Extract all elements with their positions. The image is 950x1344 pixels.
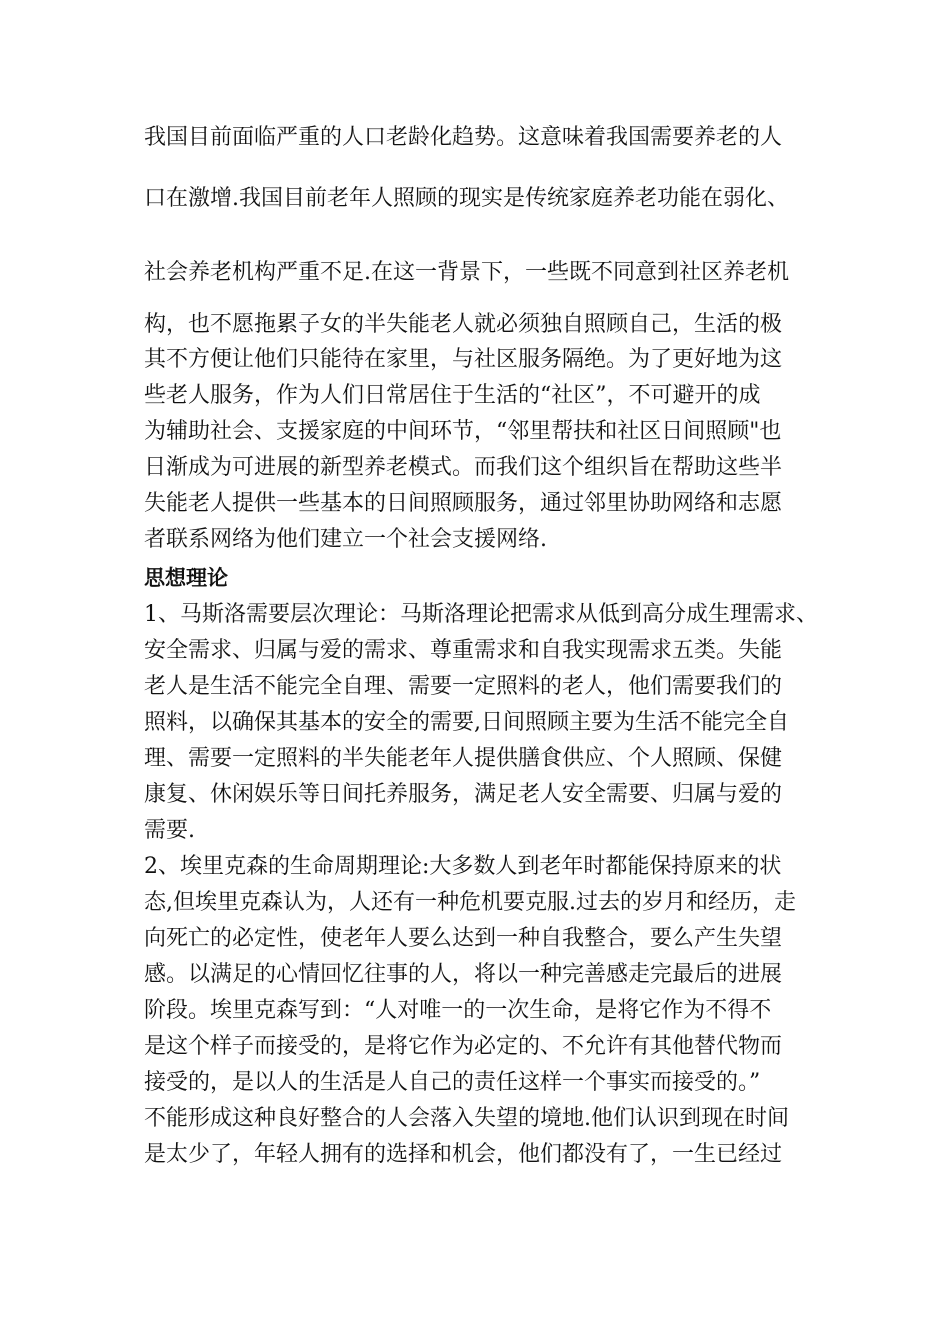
paragraph-line: 不能形成这种良好整合的人会落入失望的境地.他们认识到现在时间 — [144, 1106, 789, 1131]
section-heading: 思想理论 — [144, 566, 228, 590]
paragraph-line: 接受的，是以人的生活是人自己的责任这样一个事实而接受的。” — [144, 1070, 761, 1095]
paragraph-line: 阶段。埃里克森写到：“人对唯一的一次生命，是将它作为不得不 — [144, 998, 772, 1023]
paragraph-line: 老人是生活不能完全自理、需要一定照料的老人，他们需要我们的 — [144, 674, 783, 699]
paragraph-line: 失能老人提供一些基本的日间照顾服务，通过邻里协助网络和志愿 — [144, 491, 783, 516]
paragraph-line: 态,但埃里克森认为，人还有一种危机要克服.过去的岁月和经历，走 — [144, 890, 796, 915]
paragraph-line: 安全需求、归属与爱的需求、尊重需求和自我实现需求五类。失能 — [144, 638, 783, 663]
paragraph-line: 日渐成为可进展的新型养老模式。而我们这个组织旨在帮助这些半 — [144, 455, 783, 480]
paragraph-line: 口在激增.我国目前老年人照顾的现实是传统家庭养老功能在弱化、 — [144, 186, 789, 211]
paragraph-line: 向死亡的必定性，使老年人要么达到一种自我整合，要么产生失望 — [144, 926, 783, 951]
paragraph-line: 理、需要一定照料的半失能老年人提供膳食供应、个人照顾、保健 — [144, 746, 783, 771]
paragraph-line: 是太少了，年轻人拥有的选择和机会，他们都没有了，一生已经过 — [144, 1142, 783, 1167]
paragraph-line: 感。以满足的心情回忆往事的人，将以一种完善感走完最后的进展 — [144, 962, 783, 987]
paragraph-line: 社会养老机构严重不足.在这一背景下，一些既不同意到社区养老机 — [144, 260, 789, 285]
paragraph-line: 其不方便让他们只能待在家里，与社区服务隔绝。为了更好地为这 — [144, 347, 783, 372]
paragraph-line: 照料，以确保其基本的安全的需要,日间照顾主要为生活不能完全自 — [144, 710, 789, 735]
paragraph-line: 需要. — [144, 818, 195, 843]
paragraph-line: 些老人服务，作为人们日常居住于生活的“社区”，不可避开的成 — [144, 383, 761, 408]
paragraph-line: 为辅助社会、支援家庭的中间环节，“邻里帮扶和社区日间照顾"也 — [144, 419, 782, 444]
paragraph-line: 康复、休闲娱乐等日间托养服务，满足老人安全需要、归属与爱的 — [144, 782, 783, 807]
paragraph-line: 2、埃里克森的生命周期理论:大多数人到老年时都能保持原来的状 — [144, 854, 782, 879]
paragraph-line: 构，也不愿拖累子女的半失能老人就必须独自照顾自己，生活的极 — [144, 312, 783, 337]
paragraph-line: 我国目前面临严重的人口老龄化趋势。这意味着我国需要养老的人 — [144, 125, 783, 150]
paragraph-line: 是这个样子而接受的，是将它作为必定的、不允许有其他替代物而 — [144, 1034, 783, 1059]
paragraph-line: 者联系网络为他们建立一个社会支援网络. — [144, 527, 547, 552]
paragraph-line: 1、马斯洛需要层次理论：马斯洛理论把需求从低到高分成生理需求、 — [144, 602, 818, 627]
